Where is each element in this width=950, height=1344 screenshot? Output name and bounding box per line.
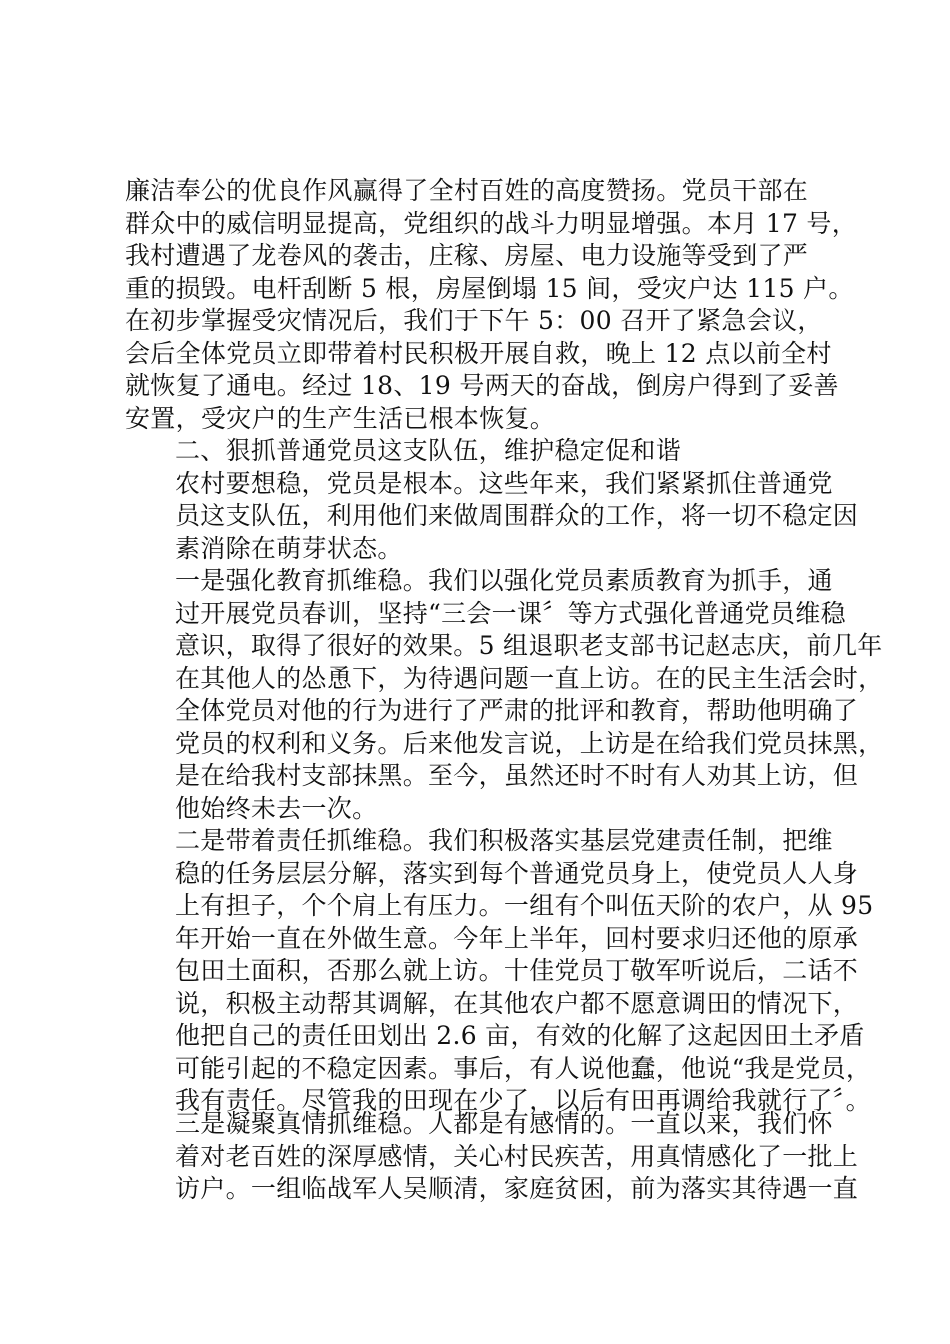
paragraph-responsibility: [125, 825, 874, 1118]
text-line: 我村遭遇了龙卷风的袭击，庄稼、房屋、电力设施等受到了严: [125, 241, 809, 270]
section-heading-2: [125, 435, 845, 468]
paragraph-compassion: [125, 1108, 859, 1206]
text-line: 包田土面积，否那么就上访。十佳党员丁敬军听说后，二话不: [175, 956, 859, 985]
text-line: 说，积极主动帮其调解，在其他农户都不愿意调田的情况下，: [175, 988, 859, 1018]
text-line: 过开展党员春训，坚持“三会一课〞等方式强化普通党员维稳: [175, 598, 846, 628]
text-line: 他始终未去一次。: [175, 793, 378, 823]
text-line: 党员的权利和义务。后来他发言说，上访是在给我们党员抹黑，: [175, 728, 884, 758]
heading-line: 二、狠抓普通党员这支队伍，维护稳定促和谐: [175, 436, 682, 465]
text-line: 一是强化教育抓维稳。我们以强化党员素质教育为抓手，通: [175, 566, 833, 595]
text-line: 会后全体党员立即带着村民积极开展自救，晚上 12 点以前全村: [125, 338, 832, 368]
main-text-block: [125, 175, 884, 1118]
text-line: 年开始一直在外做生意。今年上半年，回村要求归还他的原承: [175, 923, 859, 953]
text-line: 访户。一组临战军人吴顺清，家庭贫困，前为落实其待遇一直: [175, 1174, 859, 1203]
paragraph-flood-relief: [125, 175, 858, 435]
text-line: 安置，受灾户的生产生活已根本恢复。: [125, 403, 556, 433]
text-line: 意识，取得了很好的效果。5 组退职老支部书记赵志庆，前几年: [175, 631, 883, 660]
text-line: 重的损毁。电杆刮断 5 根，房屋倒塌 15 间，受灾户达 115 户。: [125, 273, 854, 303]
text-line: 农村要想稳，党员是根本。这些年来，我们紧紧抓住普通党: [175, 468, 833, 498]
paragraph-education: [125, 565, 884, 825]
text-line: 是在给我村支部抹黑。至今，虽然还时不时有人劝其上访，但: [175, 761, 859, 790]
text-line: 可能引起的不稳定因素。事后，有人说他蠢，他说“我是党员，: [175, 1053, 872, 1083]
text-line: 员这支队伍，利用他们来做周围群众的工作，将一切不稳定因: [175, 501, 859, 530]
text-line: 在其他人的怂恿下，为待遇问题一直上访。在的民主生活会时，: [175, 663, 884, 693]
text-line: 就恢复了通电。经过 18、19 号两天的奋战，倒房户得到了妥善: [125, 371, 839, 400]
text-line: 他把自己的责任田划出 2.6 亩，有效的化解了这起因田土矛盾: [175, 1021, 865, 1050]
text-line: 我有责任。尽管我的田现在少了，以后有田再调给我就行了〞。: [175, 1086, 871, 1115]
text-line: 上有担子，个个肩上有压力。一组有个叫伍天阶的农户，从 95: [175, 891, 874, 920]
text-line: 着对老百姓的深厚感情，关心村民疾苦，用真情感化了一批上: [175, 1141, 859, 1171]
text-line: 稳的任务层层分解，落实到每个普通党员身上，使党员人人身: [175, 858, 859, 888]
paragraph-intro: [125, 468, 859, 566]
text-line: 群众中的威信明显提高，党组织的战斗力明显增强。本月 17 号，: [125, 208, 858, 238]
closing-text-block: [125, 1108, 859, 1206]
text-line: 在初步掌握受灾情况后，我们于下午 5：00 召开了紧急会议，: [125, 306, 823, 335]
text-line: 廉洁奉公的优良作风赢得了全村百姓的高度赞扬。党员干部在: [125, 176, 809, 205]
text-line: 全体党员对他的行为进行了严肃的批评和教育，帮助他明确了: [175, 696, 859, 725]
text-line: 三是凝聚真情抓维稳。人都是有感情的。一直以来，我们怀: [175, 1109, 833, 1138]
text-line: 素消除在萌芽状态。: [175, 533, 403, 563]
text-line: 二是带着责任抓维稳。我们积极落实基层党建责任制，把维: [175, 826, 833, 855]
